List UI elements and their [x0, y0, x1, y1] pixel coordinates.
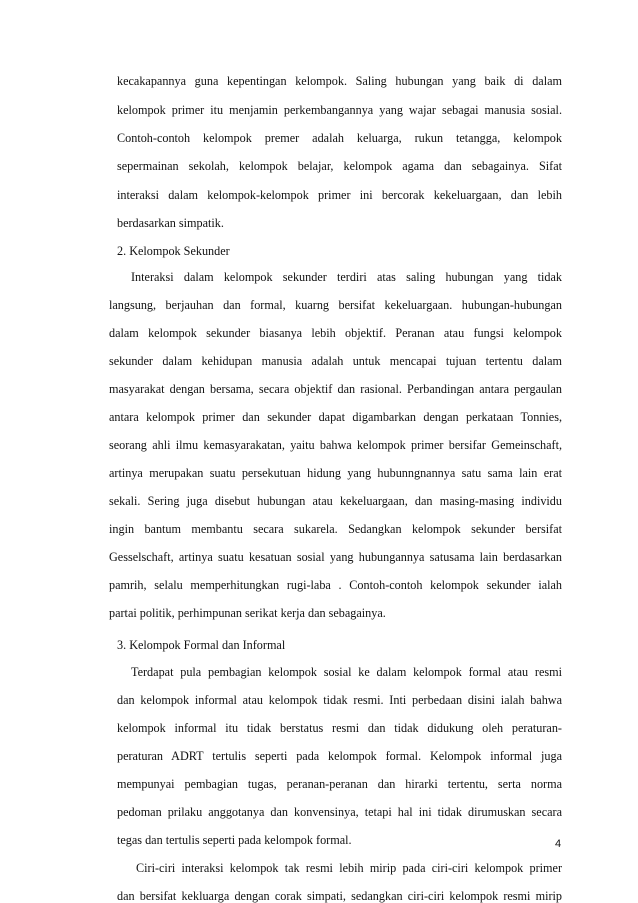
text-line: antara kelompok primer dan sekunder dapat digambarkan dengan perkataan Tonnies, — [109, 410, 562, 424]
text-line: sepermainan sekolah, kelompok belajar, kelompok agama dan sebagainya. Sifat — [117, 159, 562, 173]
text-line: peraturan ADRT tertulis seperti pada kelompok formal. Kelompok informal juga — [117, 749, 562, 763]
text-line: Interaksi dalam kelompok sekunder terdiri atas saling hubungan yang tidak — [131, 270, 562, 284]
text-line: dalam kelompok sekunder biasanya lebih objektif. Peranan atau fungsi kelompok — [109, 326, 562, 340]
section-heading: 3. Kelompok Formal dan Informal — [117, 638, 286, 652]
text-line: pamrih, selalu memperhitungkan rugi-laba . Contoh-contoh kelompok sekunder ialah — [109, 578, 562, 592]
text-line: berdasarkan simpatik. — [117, 216, 224, 230]
text-line: tegas dan tertulis seperti pada kelompok formal. — [117, 833, 352, 847]
text-line: Gesselschaft, artinya suatu kesatuan sosial yang hubungannya satusama lain berdasarkan — [109, 550, 562, 564]
text-line: masyarakat dengan bersama, secara objektif dan rasional. Perbandingan antara pergaulan — [109, 382, 562, 396]
text-line: kecakapannya guna kepentingan kelompok. Saling hubungan yang baik di dalam — [117, 74, 562, 88]
text-line: ingin bantum membantu secara sukarela. Sedangkan kelompok sekunder bersifat — [109, 522, 562, 536]
text-line: artinya merupakan suatu persekutuan hidung yang hubunngnannya satu sama lain erat — [109, 466, 562, 480]
page-number: 4 — [555, 838, 562, 850]
text-line: dan kelompok informal atau kelompok tidak resmi. Inti perbedaan disini ialah bahwa — [117, 693, 562, 707]
text-line: Contoh-contoh kelompok premer adalah keluarga, rukun tetangga, kelompok — [117, 131, 562, 145]
text-line: Terdapat pula pembagian kelompok sosial ke dalam kelompok formal atau resmi — [131, 665, 562, 679]
text-line: interaksi dalam kelompok-kelompok primer ini bercorak kekeluargaan, dan lebih — [117, 188, 562, 202]
text-line: mempunyai pembagian tugas, peranan-peranan dan hirarki tertentu, serta norma — [117, 777, 562, 791]
text-line: pedoman prilaku anggotanya dan konvensinya, tetapi hal ini tidak dirumuskan secara — [117, 805, 562, 819]
text-line: kelompok informal itu tidak berstatus resmi dan tidak didukung oleh peraturan- — [117, 721, 562, 735]
text-line: Ciri-ciri interaksi kelompok tak resmi lebih mirip pada ciri-ciri kelompok primer — [136, 861, 562, 875]
text-line: sekunder dalam kehidupan manusia adalah untuk mencapai tujuan tertentu dalam — [109, 354, 562, 368]
text-line: seorang ahli ilmu kemasyarakatan, yaitu bahwa kelompok primer bersifar Gemeinschaft, — [109, 438, 562, 452]
text-line: langsung, berjauhan dan formal, kuarng bersifat kekeluargaan. hubungan-hubungan — [109, 298, 562, 312]
section-heading: 2. Kelompok Sekunder — [117, 244, 230, 258]
text-line: partai politik, perhimpunan serikat kerja dan sebagainya. — [109, 606, 386, 620]
text-line: kelompok primer itu menjamin perkembangannya yang wajar sebagai manusia sosial. — [117, 103, 562, 117]
text-line: dan bersifat kekluarga dengan corak simpati, sedangkan ciri-ciri kelompok resmi mirip — [117, 889, 562, 903]
text-line: sekali. Sering juga disebut hubungan atau kekeluargaan, dan masing-masing individu — [109, 494, 562, 508]
